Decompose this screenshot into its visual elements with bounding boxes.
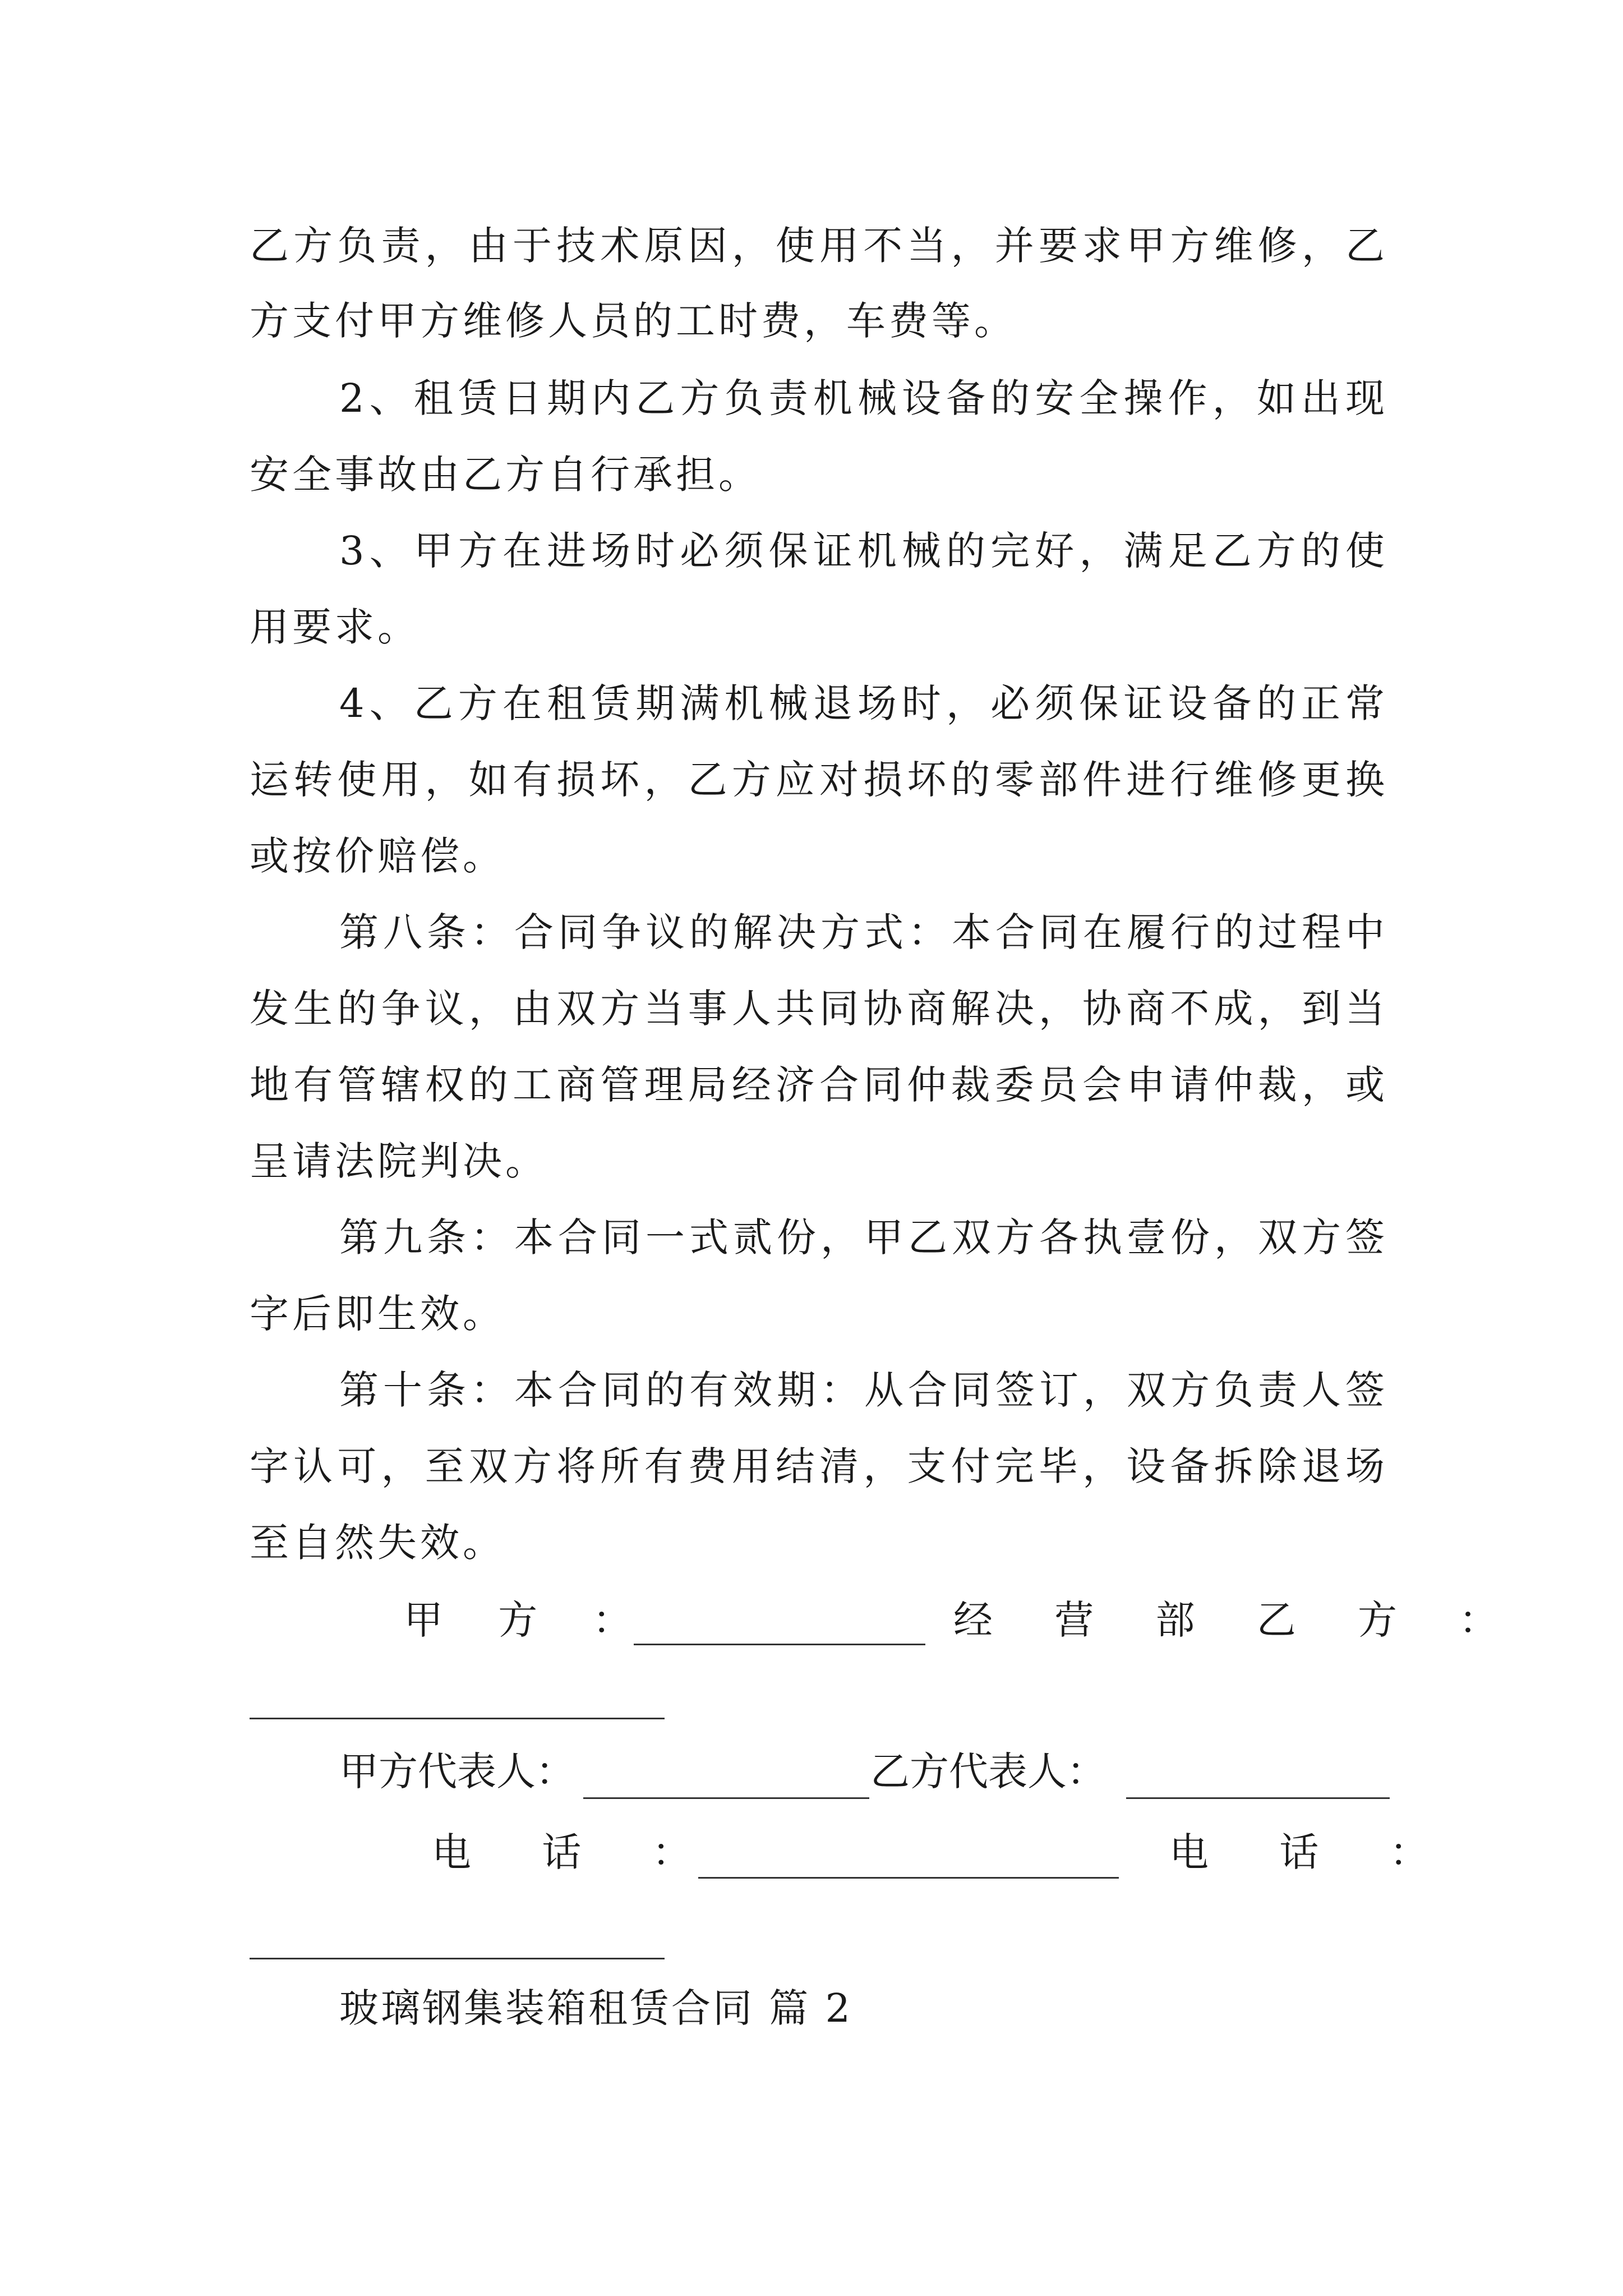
rep-b-blank xyxy=(1126,1797,1390,1799)
party-a-label: 甲 方 ： xyxy=(404,1597,653,1643)
text-line: 第八条：合同争议的解决方式：本合同在履行的过程中 xyxy=(339,909,1388,955)
text-line: 第九条：本合同一式贰份，甲乙双方各执壹份，双方签 xyxy=(339,1214,1388,1260)
text-line: 第十条：本合同的有效期：从合同签订，双方负责人签 xyxy=(339,1367,1388,1413)
text-line: 或按价赔偿。 xyxy=(250,833,505,879)
text-line: 4、乙方在租赁期满机械退场时，必须保证设备的正常 xyxy=(339,680,1388,726)
phone-b-label: 电 话 ： xyxy=(1169,1829,1458,1875)
phone-b-blank xyxy=(250,1958,665,1959)
rep-a-blank xyxy=(583,1797,869,1799)
text-line: 2、租赁日期内乙方负责机械设备的安全操作，如出现 xyxy=(339,375,1388,421)
text-line: 至自然失效。 xyxy=(250,1520,505,1566)
phone-a-label: 电 话 ： xyxy=(432,1829,721,1875)
section-title: 玻璃钢集装箱租赁合同 篇 2 xyxy=(339,1985,853,2031)
text-line: 安全事故由乙方自行承担。 xyxy=(250,452,761,498)
rep-a-label: 甲方代表人： xyxy=(339,1749,575,1795)
phone-a-blank xyxy=(698,1877,1119,1879)
text-line: 呈请法院判决。 xyxy=(250,1138,548,1184)
phone-a-row xyxy=(432,1824,721,1880)
phone-b-row xyxy=(1169,1824,1458,1880)
text-line: 乙方负责，由于技术原因，使用不当，并要求甲方维修，乙 xyxy=(250,223,1388,269)
dept-label: 经 营 部 乙 方 ： xyxy=(953,1597,1523,1643)
text-line: 发生的争议，由双方当事人共同协商解决，协商不成，到当 xyxy=(250,986,1388,1032)
signature-row-party xyxy=(404,1592,653,1648)
text-line: 用要求。 xyxy=(250,604,420,650)
rep-b-label: 乙方代表人： xyxy=(870,1749,1106,1795)
party-b-blank xyxy=(250,1718,665,1719)
text-line: 字后即生效。 xyxy=(250,1291,505,1337)
party-a-blank xyxy=(634,1644,925,1645)
text-line: 字认可，至双方将所有费用结清，支付完毕，设备拆除退场 xyxy=(250,1443,1388,1489)
text-line: 方支付甲方维修人员的工时费，车费等。 xyxy=(250,298,1017,344)
text-line: 运转使用，如有损坏，乙方应对损坏的零部件进行维修更换 xyxy=(250,757,1388,803)
text-line: 地有管辖权的工商管理局经济合同仲裁委员会申请仲裁，或 xyxy=(250,1062,1388,1108)
signature-row-dept xyxy=(953,1592,1523,1648)
text-line: 3、甲方在进场时必须保证机械的完好，满足乙方的使 xyxy=(339,528,1388,574)
